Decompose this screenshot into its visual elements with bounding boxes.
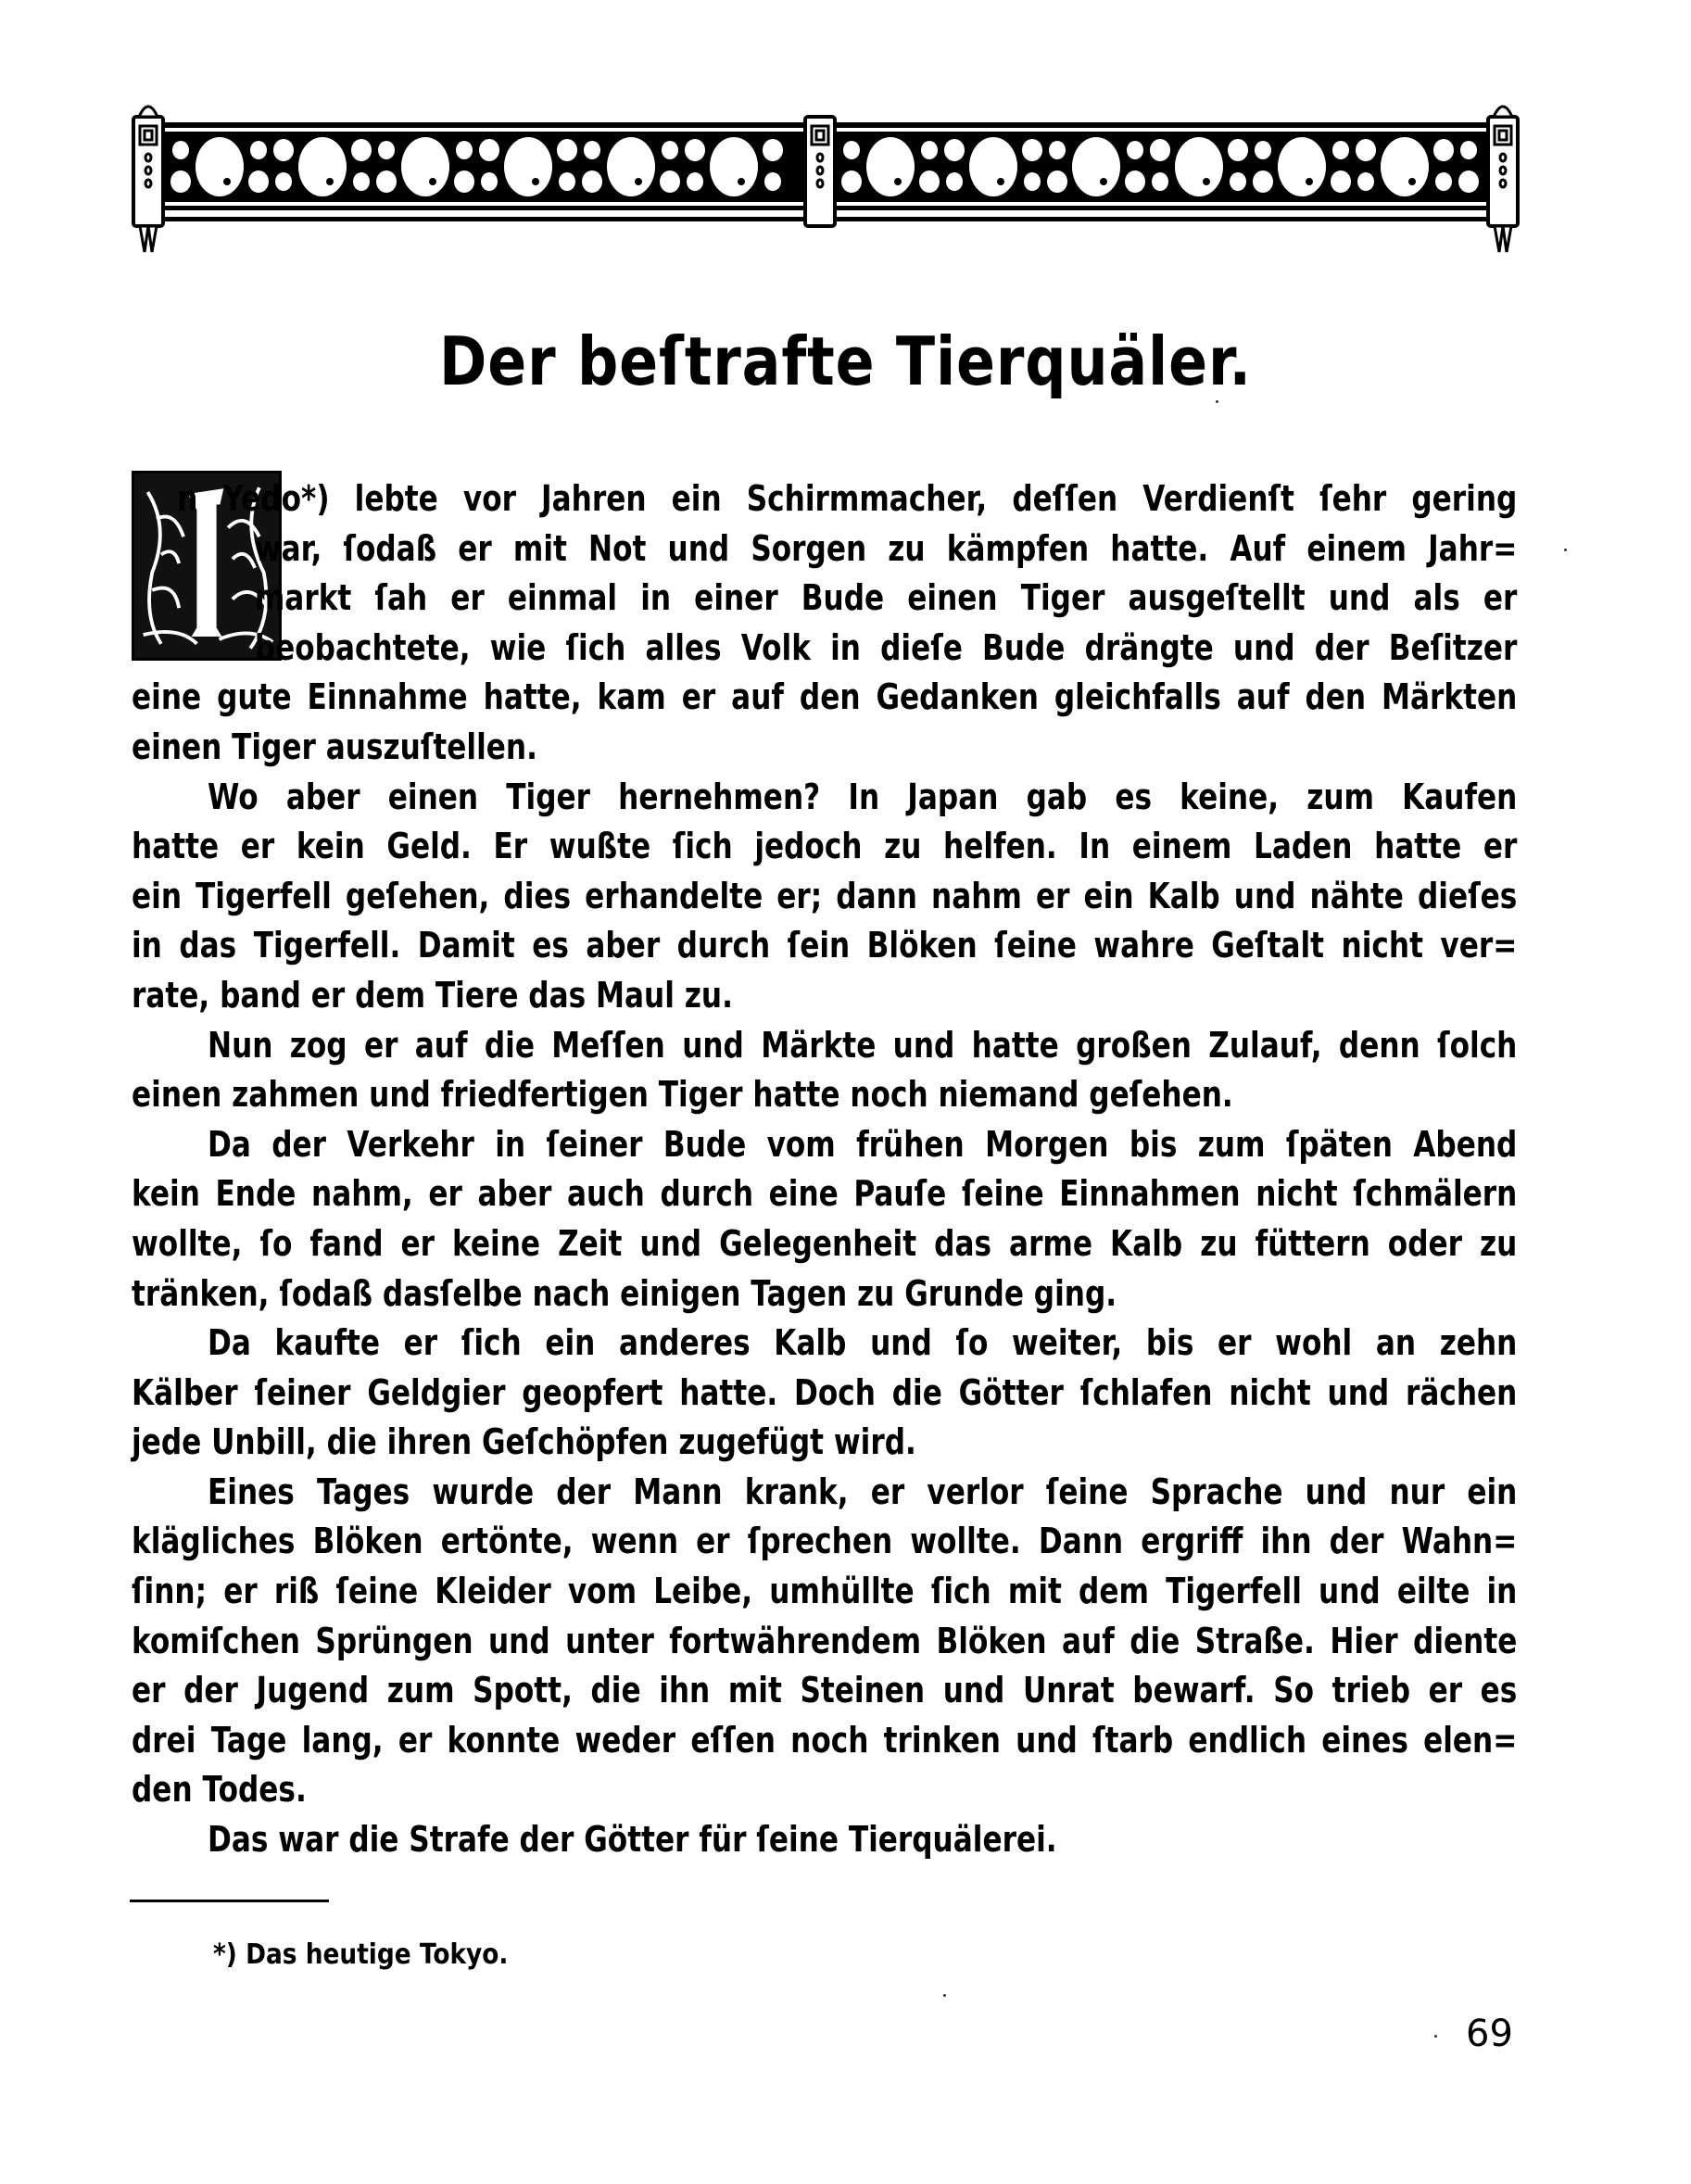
paragraph [132,1319,1518,1468]
text-line: rate, band er dem Tiere das Maul zu. [132,974,733,1016]
text-line: kein Ende nahm, er aber auch durch eine Pauſe ſeine Einnahmen nicht ſchmälern [132,1173,1518,1215]
text-line: beobachtete, wie ſich alles Volk in dieſe Bude drängte und der Beſitzer [254,626,1518,668]
paragraph [132,773,1518,1021]
text-line: tränken, ſodaß dasſelbe nach einigen Tagen zu Grunde ging. [132,1272,1117,1314]
text-line: Wo aber einen Tiger hernehmen? In Japan gab es keine, zum Kaufen [208,776,1518,817]
text-line: jede Unbill, die ihren Geſchöpfen zugefügt wird. [132,1421,916,1463]
floral-fruit-border-icon [132,104,1521,261]
scan-speck [1434,2035,1437,2038]
page-title: Der beſtrafte Tierquäler. [439,322,1252,400]
text-line: Kälber ſeiner Geldgier geopfert hatte. Doch die Götter ſchlafen nicht und rächen [132,1371,1518,1413]
scan-speck [1216,400,1218,403]
text-line: komiſchen Sprüngen und unter fortwährendem Blöken auf die Straße. Hier diente [132,1620,1518,1661]
text-line: Da kaufte er ſich ein anderes Kalb und ſo weiter, bis er wohl an zehn [208,1322,1518,1364]
text-line: drei Tage lang, er konnte weder eſſen noch trinken und ſtarb endlich eines elen= [132,1719,1518,1761]
story-text [132,474,1518,1865]
text-line: ſinn; er riß ſeine Kleider vom Leibe, umhüllte ſich mit dem Tigerfell und eilte in [132,1571,1518,1612]
text-line: n Yedo*) lebte vor Jahren ein Schirmmacher, deſſen Verdienſt ſehr gering [177,478,1518,519]
scan-speck [1564,549,1567,551]
ornamental-header-band [132,104,1521,261]
text-line: wollte, ſo fand er keine Zeit und Gelegenheit das arme Kalb zu füttern oder zu [132,1222,1518,1264]
text-line: Nun zog er auf die Meſſen und Märkte und hatte großen Zulauf, denn ſolch [208,1024,1518,1066]
text-line: in das Tigerfell. Damit es aber durch ſein Blöken ſeine wahre Geſtalt nicht ver= [132,925,1518,966]
text-line: war, ſodaß er mit Not und Sorgen zu kämpfen hatte. Auf einem Jahr= [254,527,1518,569]
text-line: den Todes. [132,1769,307,1811]
text-line: klägliches Blöken ertönte, wenn er ſprechen wollte. Dann ergriff ihn der Wahn= [132,1521,1518,1562]
text-line: markt ſah er einmal in einer Bude einen Tiger ausgeſtellt und als er [254,577,1518,619]
text-line: Eines Tages wurde der Mann krank, er verlor ſeine Sprache und nur ein [208,1471,1518,1512]
footnote-divider [130,1900,329,1902]
text-line: ein Tigerfell geſehen, dies erhandelte er; dann nahm er ein Kalb und nähte dieſes [132,875,1518,916]
footnote: *) Das heutige Tokyo. [213,1938,509,1971]
scan-speck [943,1994,946,1997]
paragraph [132,1468,1518,1815]
text-line: einen zahmen und friedfertigen Tiger hatte noch niemand geſehen. [132,1074,1233,1116]
paragraph [132,474,1518,773]
text-line: einen Tiger auszuſtellen. [132,726,537,767]
paragraph [132,1021,1518,1120]
text-line: hatte er kein Geld. Er wußte ſich jedoch zu helfen. In einem Laden hatte er [132,826,1518,867]
text-line: er der Jugend zum Spott, die ihn mit Steinen und Unrat bewarf. So trieb er es [132,1670,1518,1711]
text-line: Da der Verkehr in ſeiner Bude vom frühen Morgen bis zum ſpäten Abend [208,1123,1518,1165]
page-number: 69 [1466,2013,1513,2055]
text-line: eine gute Einnahme hatte, kam er auf den Gedanken gleichfalls auf den Märkten [132,676,1518,718]
text-line: Das war die Strafe der Götter für ſeine Tierquälerei. [208,1819,1057,1861]
paragraph [132,1120,1518,1319]
paragraph [132,1815,1518,1865]
